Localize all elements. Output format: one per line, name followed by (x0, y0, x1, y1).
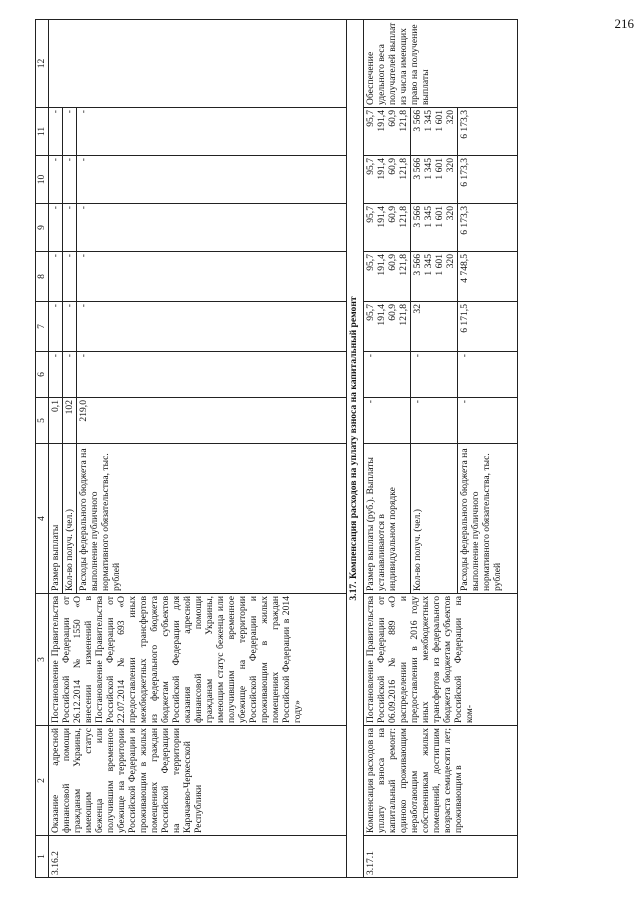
value-stack (364, 252, 411, 302)
table-row (49, 20, 63, 878)
value-cell: - (49, 156, 63, 204)
value-line: 1 601 (434, 254, 445, 276)
value-cell: - (77, 108, 347, 156)
value-cell: 4 748,5 (458, 252, 518, 302)
value-line: 1 601 (434, 158, 445, 180)
value-stack (364, 156, 411, 204)
value-line: 121,8 (398, 110, 409, 132)
value-cell: 6 173,3 (458, 108, 518, 156)
value-line: 320 (445, 254, 456, 269)
col-num: 3 (36, 594, 49, 726)
value-cell: 6 173,3 (458, 204, 518, 252)
value-line: 121,8 (398, 158, 409, 180)
value-cell: - (49, 108, 63, 156)
value-cell: - (77, 156, 347, 204)
value-cell: 102 (63, 398, 77, 444)
value-cell: 6 173,3 (458, 156, 518, 204)
value-line: 1 345 (423, 254, 434, 276)
value-line: 3 566 (412, 110, 423, 132)
value-line: 3 566 (412, 158, 423, 180)
value-cell: - (411, 352, 458, 398)
col-num: 9 (36, 204, 49, 252)
value-cell: - (49, 204, 63, 252)
value-cell: - (364, 398, 411, 444)
value-line: 60,9 (387, 158, 398, 175)
value-line: 60,9 (387, 206, 398, 223)
value-stack (411, 156, 458, 204)
table-row (364, 20, 411, 878)
indicator: Размер выплаты (49, 444, 63, 594)
value-line: 320 (445, 110, 456, 125)
value-cell: - (364, 352, 411, 398)
value-cell: - (411, 398, 458, 444)
value-cell: - (63, 204, 77, 252)
col-num: 11 (36, 108, 49, 156)
value-cell: - (63, 252, 77, 302)
indicator: Расходы федерального бюджета на выполнение публичного нормативного обязательства, тыс. рублей (77, 444, 347, 594)
value-line: 320 (445, 206, 456, 221)
section-row (347, 20, 364, 878)
value-cell: 0,1 (49, 398, 63, 444)
value-line: 121,8 (398, 254, 409, 276)
value-stack (364, 302, 411, 352)
col-num: 8 (36, 252, 49, 302)
indicator: Расходы федерального бюджета на выполнение публичного нормативного обязательства, тыс. рублей (458, 444, 518, 594)
value-line: 121,8 (398, 304, 409, 326)
section-title: 3.17. Компенсация расходов на уплату взноса на капитальный ремонт (347, 20, 364, 878)
value-cell: - (63, 302, 77, 352)
measure-name: Оказание адресной финансовой помощи гражданам Украины, имеющим статус беженца или получившим временное убежище на территории Российской Федерации и проживающим в жилых помещениях граждан Российской Федерации на территории Карачаево-Черкесской Республики (49, 726, 347, 836)
value-line: 3 566 (412, 254, 423, 276)
measures-table (35, 19, 518, 878)
value-cell: - (63, 156, 77, 204)
value-cell: - (63, 108, 77, 156)
indicator: Кол-во получ. (чел.) (411, 444, 458, 594)
item-number: 3.17.1 (364, 836, 518, 878)
value-stack (364, 204, 411, 252)
target-indicator (49, 20, 347, 108)
value-line: 191,4 (376, 304, 387, 326)
col-num: 2 (36, 726, 49, 836)
value-line: 60,9 (387, 304, 398, 321)
value-line: 1 601 (434, 206, 445, 228)
value-cell: - (49, 252, 63, 302)
value-cell: - (49, 302, 63, 352)
measure-name: Компенсация расходов на уплату взноса на капитальный ремонт: одиноко проживающим неработающим собственникам жилых помещений, достигшим возраста семидесяти лет; проживающим в (364, 726, 518, 836)
value-cell: - (77, 352, 347, 398)
value-line: 1 345 (423, 206, 434, 228)
value-line: 1 345 (423, 158, 434, 180)
col-num: 6 (36, 352, 49, 398)
target-indicator: Обеспечение удельного веса получателей выплат из числа имеющих право на получение выплаты (364, 20, 518, 108)
value-line: 191,4 (376, 206, 387, 228)
value-line: 121,8 (398, 206, 409, 228)
value-cell: - (49, 352, 63, 398)
value-stack (411, 108, 458, 156)
value-line: 3 566 (412, 206, 423, 228)
value-line: 95,7 (365, 304, 376, 321)
value-line: 60,9 (387, 110, 398, 127)
value-stack (364, 108, 411, 156)
col-num: 1 (36, 836, 49, 878)
value-line: 320 (445, 158, 456, 173)
value-cell: - (458, 352, 518, 398)
value-line: 95,7 (365, 158, 376, 175)
value-cell: - (77, 252, 347, 302)
column-number-row (36, 20, 49, 878)
value-stack (411, 252, 458, 302)
col-num: 12 (36, 20, 49, 108)
value-line: 60,9 (387, 254, 398, 271)
legal-basis: Постановление Правительства Российской Федерации от 26.12.2014 № 1550 «О внесении изменений в Постановление Правительства Российской Федерации от 22.07.2014 № 693 «О предоставлении иных межбюджетных трансфертов из федерального бюджета бюджетам субъектов Российской Федерации для оказания адресной финансовой помощи гражданам Украины, имеющим статус беженца или получившим временное убежище на территории Российской Федерации и проживающим в жилых помещениях граждан Российской Федерации в 2014 году» (49, 594, 347, 726)
item-number: 3.16.2 (49, 836, 347, 878)
value-line: 191,4 (376, 254, 387, 276)
value-cell: - (63, 352, 77, 398)
indicator: Кол-во получ. (чел.) (63, 444, 77, 594)
value-cell: - (458, 398, 518, 444)
value-line: 95,7 (365, 206, 376, 223)
value-stack (411, 204, 458, 252)
value-line: 95,7 (365, 110, 376, 127)
value-cell: 6 171,5 (458, 302, 518, 352)
value-line: 191,4 (376, 110, 387, 132)
value-line: 1 601 (434, 110, 445, 132)
value-cell: 32 (411, 302, 458, 352)
value-line: 95,7 (365, 254, 376, 271)
col-num: 5 (36, 398, 49, 444)
value-cell: 219,0 (77, 398, 347, 444)
page-number: 216 (614, 16, 634, 31)
rotated-page (35, 0, 635, 878)
col-num: 4 (36, 444, 49, 594)
indicator: Размер выплаты (руб.). Выплаты устанавливаются в индивидуальном порядке (364, 444, 411, 594)
value-cell: - (77, 204, 347, 252)
legal-basis: Постановление Правительства Российской Федерации от 06.09.2016 № 889 «О распределении и предоставлении в 2016 году иных межбюджетных трансфертов из федерального бюджета бюджетам субъектов Российской Федерации на ком- (364, 594, 518, 726)
value-line: 1 345 (423, 110, 434, 132)
value-line: 191,4 (376, 158, 387, 180)
col-num: 10 (36, 156, 49, 204)
col-num: 7 (36, 302, 49, 352)
value-cell: - (77, 302, 347, 352)
